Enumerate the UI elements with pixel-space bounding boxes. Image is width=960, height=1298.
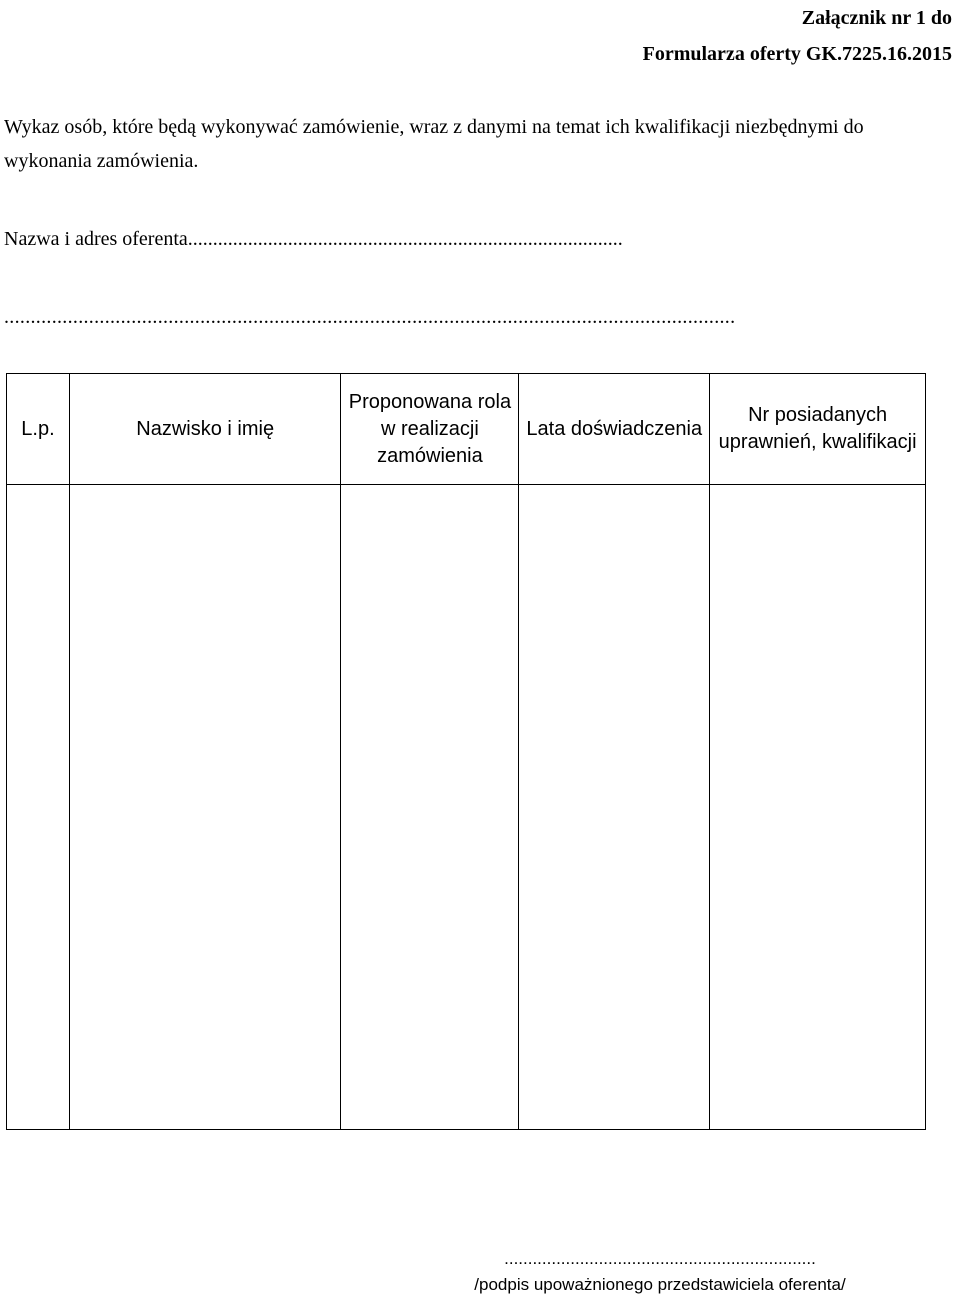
table-row — [7, 485, 926, 1130]
annex-line-1: Załącznik nr 1 do — [801, 7, 952, 29]
col-header-qualifications: Nr posiadanych uprawnień, kwalifikacji — [710, 374, 926, 485]
signature-dots[interactable]: .................................................................. — [504, 1249, 816, 1268]
cell-qualifications[interactable] — [710, 485, 926, 1130]
offeror-name-address-field[interactable]: Nazwa i adres oferenta....................................................................................... — [4, 228, 623, 250]
cell-role[interactable] — [341, 485, 519, 1130]
cell-lp[interactable] — [7, 485, 70, 1130]
table-header-row — [7, 374, 926, 485]
staff-table — [6, 373, 926, 1130]
col-header-name: Nazwisko i imię — [69, 374, 341, 485]
offeror-address-continuation[interactable]: .......................................................................................................................................... — [4, 306, 736, 328]
signature-block — [470, 1246, 850, 1298]
cell-experience[interactable] — [519, 485, 710, 1130]
signature-caption: /podpis upoważnionego przedstawiciela oferenta/ — [474, 1275, 846, 1294]
col-header-role: Proponowana rola w realizacji zamówienia — [341, 374, 519, 485]
col-header-experience: Lata doświadczenia — [519, 374, 710, 485]
col-header-lp: L.p. — [7, 374, 70, 485]
annex-header — [643, 0, 952, 72]
cell-name[interactable] — [69, 485, 341, 1130]
intro-paragraph: Wykaz osób, które będą wykonywać zamówienie, wraz z danymi na temat ich kwalifikacji niezbędnymi do wykonania zamówienia. — [4, 116, 864, 172]
annex-line-2: Formularza oferty GK.7225.16.2015 — [642, 43, 952, 65]
